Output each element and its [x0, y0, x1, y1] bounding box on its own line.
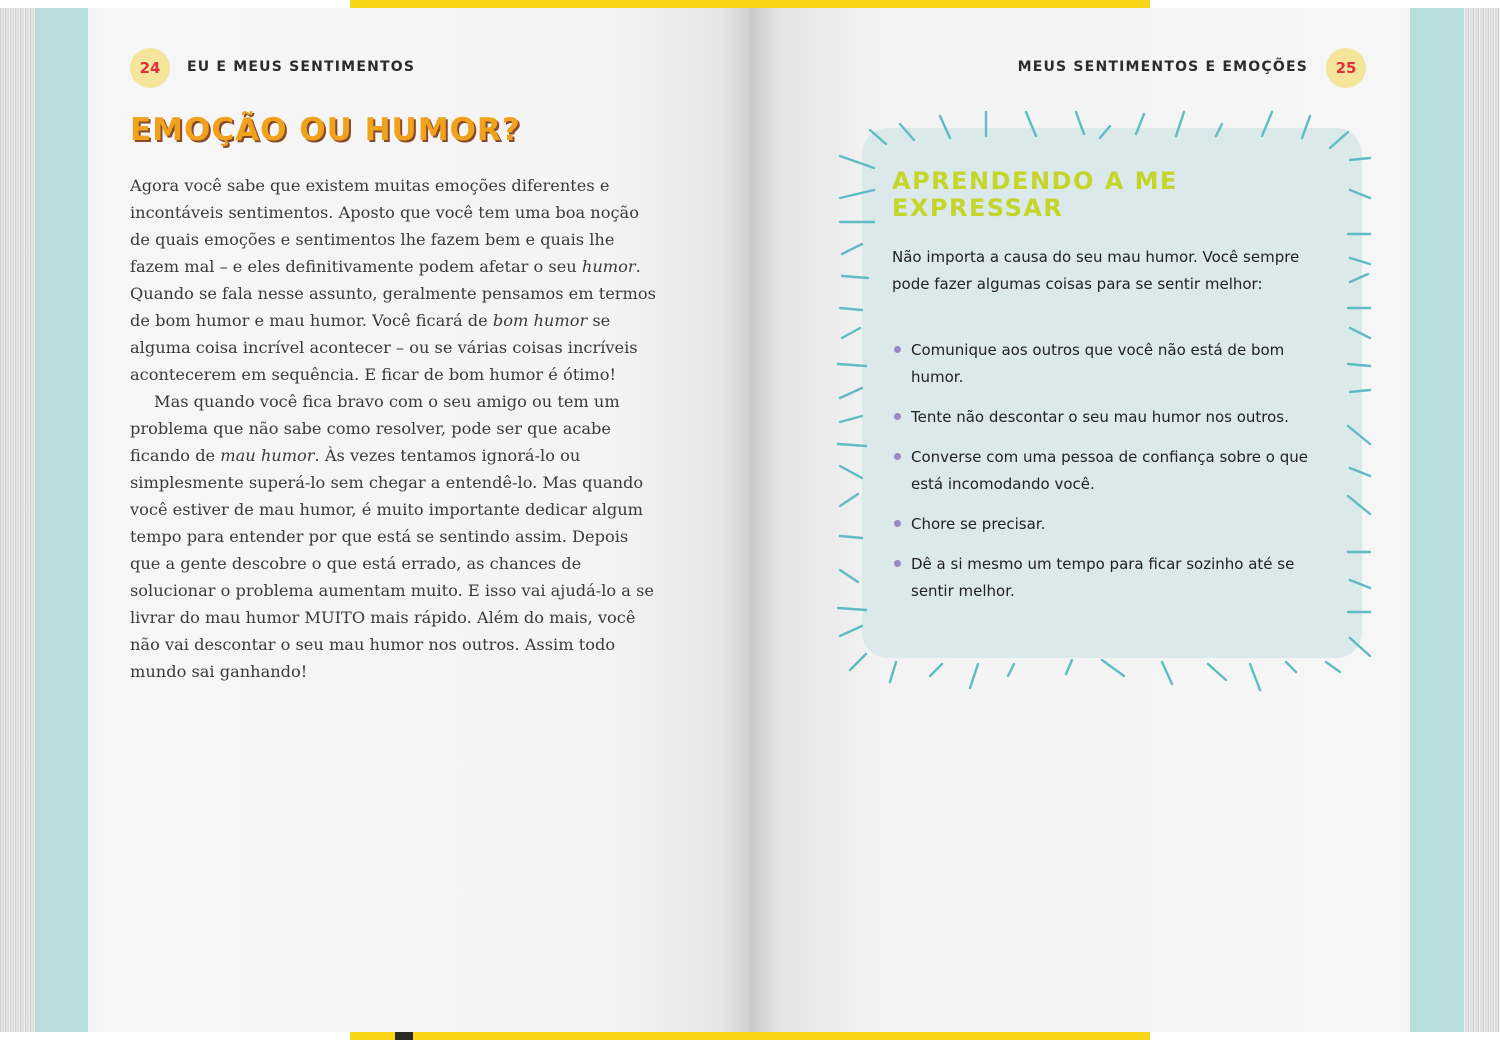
sun-ray-37 [1162, 662, 1172, 684]
right-page [750, 8, 1464, 1032]
sun-ray-35 [1066, 660, 1072, 674]
sun-ray-25 [840, 494, 858, 506]
sun-ray-30 [850, 654, 866, 670]
tip-list-item [892, 337, 1332, 391]
sun-ray-0 [870, 130, 886, 144]
sun-ray-7 [1136, 114, 1144, 134]
tip-text: Converse com uma pessoa de confiança sobre o que está incomodando você. [911, 448, 1308, 493]
tip-box-title: APRENDENDO A ME EXPRESSAR [892, 167, 1178, 222]
sun-ray-53 [1348, 496, 1370, 514]
sun-ray-39 [1250, 664, 1260, 690]
sun-ray-29 [840, 626, 862, 636]
tip-list [892, 337, 1332, 618]
sun-ray-18 [840, 308, 862, 310]
sun-ray-23 [838, 444, 866, 446]
sun-ray-21 [840, 388, 862, 398]
paragraph-1-text-b: . Quando se fala nesse assunto, geralmente pensamos em termos de bom humor e mau humor. Você ficará de [130, 257, 656, 330]
sun-ray-31 [890, 662, 896, 682]
sun-ray-49 [1348, 364, 1370, 366]
sun-ray-12 [1330, 132, 1348, 148]
sun-ray-45 [1350, 258, 1370, 264]
tip-text: Tente não descontar o seu mau humor nos outros. [911, 408, 1289, 426]
tip-text: Chore se precisar. [911, 515, 1046, 533]
paragraph-2-text-b: . Às vezes tentamos ignorá-lo ou simplesmente superá-lo sem chegar a entendê-lo. Mas quando você estiver de mau humor, é muito importante dedicar algum tempo para entender por que está se sentindo assim. Depois que a gente descobre o que está errado, as chances de solucionar o problema aumentam muito. E isso vai ajudá-lo a se livrar do mau humor MUITO mais rápido. Além do mais, você não vai descontar o seu mau humor nos outros. Assim todo mundo sai ganhando! [130, 446, 654, 681]
sun-ray-52 [1350, 468, 1370, 476]
book-cover-top-edge [350, 0, 1150, 8]
page-number-right: 25 [1326, 48, 1366, 88]
bullet-dot-icon [894, 346, 901, 353]
sun-ray-50 [1350, 390, 1370, 392]
sun-ray-19 [842, 328, 860, 338]
sun-ray-4 [1026, 112, 1036, 136]
sun-ray-20 [838, 364, 866, 366]
running-head-left: EU E MEUS SENTIMENTOS [187, 59, 416, 75]
sun-ray-48 [1350, 328, 1370, 338]
paragraph-1-emphasis-b: bom humor [492, 311, 588, 330]
sun-ray-17 [842, 276, 868, 278]
left-page-margin-band [36, 8, 88, 1032]
sun-ray-34 [1008, 664, 1014, 676]
tip-text: Comunique aos outros que você não está de bom humor. [911, 341, 1285, 386]
tip-list-item [892, 404, 1332, 431]
paragraph-1-text-c: se alguma coisa incrível acontecer – ou se várias coisas incríveis acontecerem em sequência. E ficar de bom humor é ótimo! [130, 311, 638, 384]
running-head-right: MEUS SENTIMENTOS E EMOÇÕES [1017, 59, 1308, 75]
sun-ray-1 [900, 124, 914, 140]
body-text [130, 172, 660, 685]
sun-ray-46 [1350, 274, 1368, 282]
paragraph-1 [130, 172, 660, 388]
book-cover-dark-mark [395, 1032, 413, 1040]
sun-ray-5 [1076, 112, 1084, 134]
book-cover-bottom-edge [350, 1032, 1150, 1040]
tip-list-item [892, 444, 1332, 498]
page-number-left: 24 [130, 48, 170, 88]
sun-ray-38 [1208, 664, 1226, 680]
sun-ray-11 [1302, 116, 1310, 138]
sun-ray-55 [1350, 580, 1370, 588]
sun-ray-43 [1350, 190, 1370, 198]
sun-ray-41 [1326, 662, 1340, 672]
tip-list-item [892, 511, 1332, 538]
tip-list-item [892, 551, 1332, 605]
bullet-dot-icon [894, 453, 901, 460]
sun-ray-24 [840, 466, 862, 478]
page-edges-left [0, 8, 36, 1032]
chapter-title: EMOÇÃO OU HUMOR? [130, 112, 521, 148]
paragraph-1-text-a: Agora você sabe que existem muitas emoções diferentes e incontáveis sentimentos. Aposto que você tem uma boa noção de quais emoções e sentimentos lhe fazem bem e quais lhe fazem mal – e eles definitivamente podem afetar o seu [130, 176, 639, 276]
paragraph-1-emphasis-a: humor [581, 257, 636, 276]
sun-ray-57 [1350, 638, 1370, 656]
page-edges-right [1464, 8, 1500, 1032]
paragraph-2-emphasis-a: mau humor [220, 446, 315, 465]
tip-box-intro: Não importa a causa do seu mau humor. Você sempre pode fazer algumas coisas para se sentir melhor: [892, 248, 1300, 293]
sun-ray-8 [1176, 112, 1184, 136]
bullet-dot-icon [894, 413, 901, 420]
sun-ray-14 [840, 190, 874, 198]
sun-ray-26 [840, 536, 862, 538]
tip-text: Dê a si mesmo um tempo para ficar sozinho até se sentir melhor. [911, 555, 1295, 600]
sun-ray-36 [1102, 660, 1124, 676]
sun-ray-13 [840, 156, 874, 168]
paragraph-2-text-a: Mas quando você fica bravo com o seu amigo ou tem um problema que não sabe como resolver, pode ser que acabe ficando de [130, 392, 620, 465]
sun-ray-40 [1286, 662, 1296, 672]
sun-ray-28 [838, 608, 866, 610]
sun-ray-33 [970, 664, 978, 688]
sun-ray-42 [1350, 158, 1370, 160]
sun-ray-22 [840, 416, 862, 422]
bullet-dot-icon [894, 520, 901, 527]
left-page [36, 8, 750, 1032]
sun-ray-32 [930, 664, 942, 676]
sun-ray-27 [840, 570, 858, 582]
bullet-dot-icon [894, 560, 901, 567]
sun-ray-9 [1216, 124, 1222, 136]
sun-ray-16 [842, 244, 862, 254]
sun-ray-10 [1262, 112, 1272, 136]
sun-ray-51 [1348, 426, 1370, 444]
paragraph-2 [130, 388, 660, 685]
sun-ray-6 [1100, 126, 1110, 138]
sun-ray-2 [940, 116, 950, 138]
